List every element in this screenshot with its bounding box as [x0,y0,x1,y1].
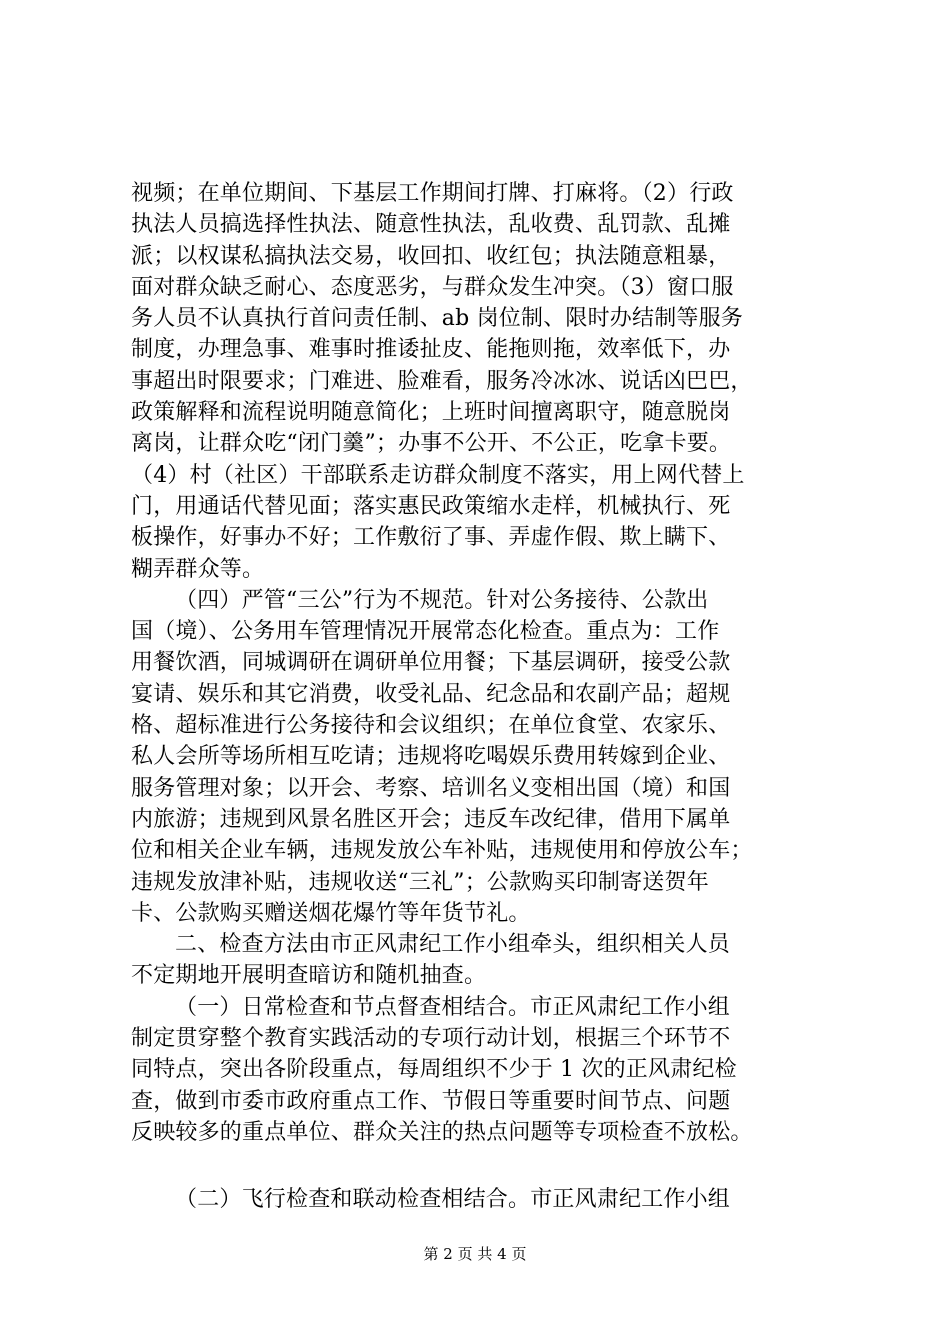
text-line: 卡、公款购买赠送烟花爆竹等年货节礼。 [131,900,531,926]
text-line: 视频；在单位期间、下基层工作期间打牌、打麻将。（2）行政 [131,181,734,206]
text-line: 制度，办理急事、难事时推诿扯皮、能拖则拖，效率低下，办 [131,337,731,363]
text-line: 国（境）、公务用车管理情况开展常态化检查。重点为：工作 [131,619,720,645]
text-line: 违规发放津补贴，违规收送“三礼”；公款购买印制寄送贺年 [131,869,709,895]
text-line: （一）日常检查和节点督查相结合。市正风肃纪工作小组 [175,994,731,1020]
text-line: 位和相关企业车辆，违规发放公车补贴，违规使用和停放公车； [131,838,753,864]
text-line: 门，用通话代替见面；落实惠民政策缩水走样，机械执行、死 [131,493,731,519]
text-line: 执法人员搞选择性执法、随意性执法，乱收费、乱罚款、乱摊 [131,212,731,238]
text-line: 二、检查方法由市正风肃纪工作小组牵头，组织相关人员 [175,932,731,958]
text-line: 服务管理对象；以开会、考察、培训名义变相出国（境）和国 [131,775,731,801]
text-line: 不定期地开展明查暗访和随机抽查。 [131,963,487,989]
text-line: 板操作，好事办不好；工作敷衍了事、弄虚作假、欺上瞒下、 [131,525,731,551]
text-line: （4）村（社区）干部联系走访群众制度不落实，用上网代替上 [131,462,745,488]
text-line: 宴请、娱乐和其它消费，收受礼品、纪念品和农副产品；超规 [131,681,731,707]
text-line: （二）飞行检查和联动检查相结合。市正风肃纪工作小组 [175,1187,731,1213]
text-line: 格、超标准进行公务接待和会议组织；在单位食堂、农家乐、 [131,713,731,739]
text-line: 派；以权谋私搞执法交易，收回扣、收红包；执法随意粗暴， [131,243,731,269]
text-line: 政策解释和流程说明随意简化；上班时间擅离职守，随意脱岗 [131,400,731,426]
page-footer: 第 2 页 共 4 页 [423,1245,527,1263]
text-line: 私人会所等场所相互吃请；违规将吃喝娱乐费用转嫁到企业、 [131,744,731,770]
text-line: 离岗，让群众吃“闭门羹”；办事不公开、不公正，吃拿卡要。 [131,431,732,457]
text-line: 面对群众缺乏耐心、态度恶劣，与群众发生冲突。（3）窗口服 [131,274,734,300]
text-line: 事超出时限要求；门难进、脸难看，服务冷冰冰、说话凶巴巴， [131,368,753,394]
text-line: 用餐饮酒，同城调研在调研单位用餐；下基层调研，接受公款 [131,650,731,676]
text-line: 糊弄群众等。 [131,556,265,582]
text-line: 同特点，突出各阶段重点，每周组织不少于 1 次的正风肃纪检 [131,1057,737,1083]
text-line: 内旅游；违规到风景名胜区开会；违反车改纪律，借用下属单 [131,806,731,832]
document-body [131,178,831,1216]
text-line: 查，做到市委市政府重点工作、节假日等重要时间节点、问题 [131,1088,731,1114]
text-line: 反映较多的重点单位、群众关注的热点问题等专项检查不放松。 [131,1119,753,1145]
text-line: 务人员不认真执行首问责任制、ab 岗位制、限时办结制等服务 [131,306,743,332]
text-line: 制定贯穿整个教育实践活动的专项行动计划，根据三个环节不 [131,1026,731,1052]
text-line: （四）严管“三公”行为不规范。针对公务接待、公款出 [175,587,709,613]
